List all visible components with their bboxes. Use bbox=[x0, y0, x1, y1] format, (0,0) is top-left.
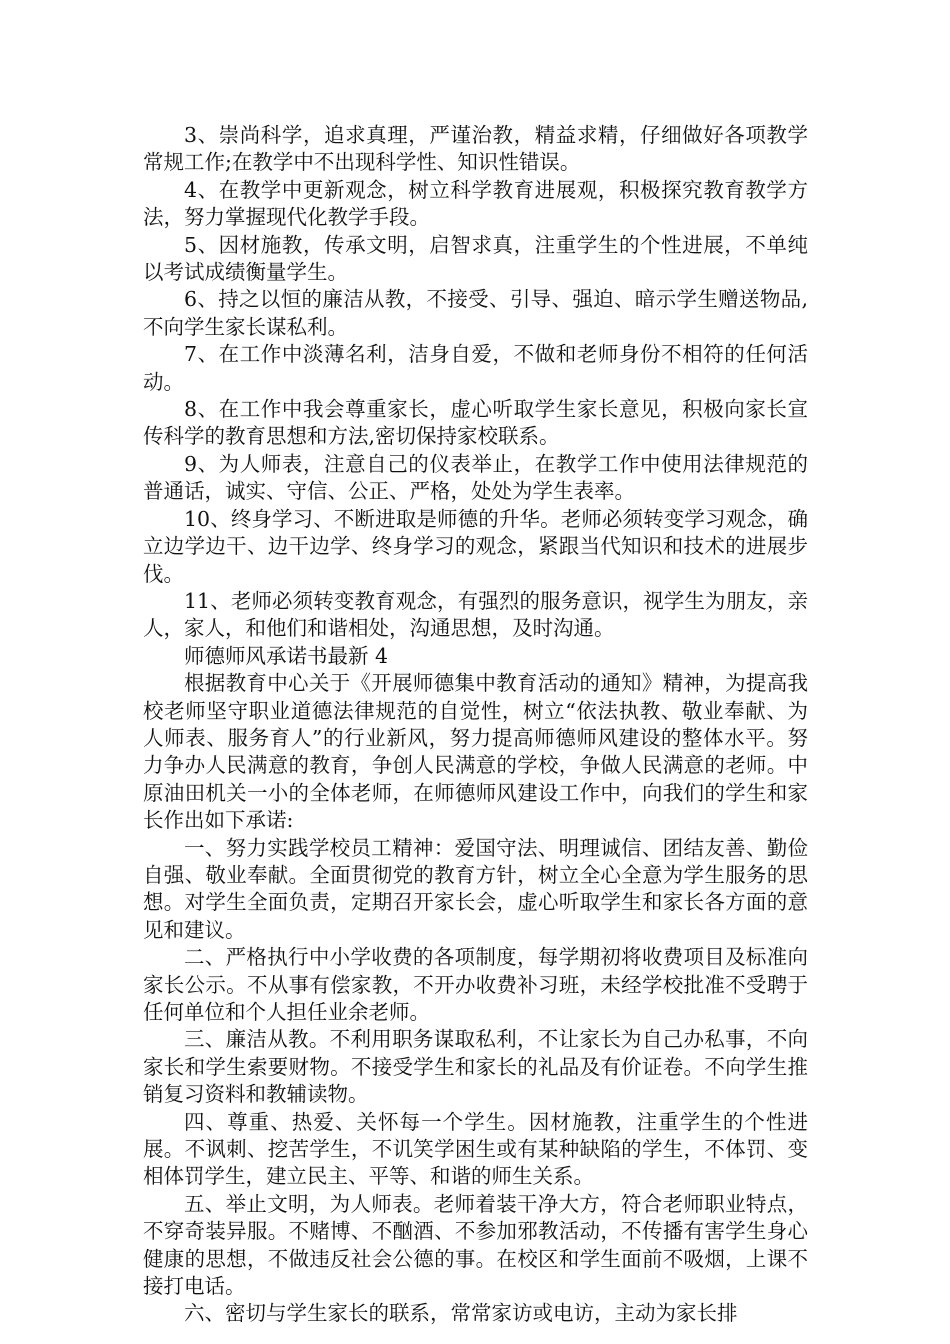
paragraph-item-9: 9、为人师表，注意自己的仪表举止，在教学工作中使用法律规范的普通话，诚实、守信、公正、严格，处处为学生表率。 bbox=[143, 451, 808, 504]
paragraph-item-4: 4、在教学中更新观念，树立科学教育进展观，积极探究教育教学方法，努力掌握现代化教学手段。 bbox=[143, 177, 808, 230]
document-body bbox=[143, 122, 808, 1328]
commitment-item-3: 三、廉洁从教。不利用职务谋取私利，不让家长为自己办私事，不向家长和学生索要财物。不接受学生和家长的礼品及有价证卷。不向学生推销复习资料和教辅读物。 bbox=[143, 1027, 808, 1107]
commitment-item-6: 六、密切与学生家长的联系，常常家访或电访，主动为家长排 bbox=[184, 1301, 738, 1326]
paragraph-item-11: 11、老师必须转变教育观念，有强烈的服务意识，视学生为朋友，亲人，家人，和他们和谐相处，沟通思想，及时沟通。 bbox=[143, 588, 808, 641]
paragraph-item-10: 10、终身学习、不断进取是师德的升华。老师必须转变学习观念，确立边学边干、边干边学、终身学习的观念，紧跟当代知识和技术的进展步伐。 bbox=[143, 506, 808, 586]
paragraph-item-8: 8、在工作中我会尊重家长，虚心听取学生家长意见，积极向家长宣传科学的教育思想和方法,密切保持家校联系。 bbox=[143, 397, 808, 449]
commitment-item-5: 五、举止文明，为人师表。老师着装干净大方，符合老师职业特点，不穿奇装异服。不赌博、不酗酒、不参加邪教活动，不传播有害学生身心健康的思想，不做违反社会公德的事。在校区和学生面前不吸烟，上课不接打电话。 bbox=[143, 1191, 808, 1299]
paragraph-item-5: 5、因材施教，传承文明，启智求真，注重学生的个性进展，不单纯以考试成绩衡量学生。 bbox=[143, 232, 808, 285]
paragraph-item-6: 6、持之以恒的廉洁从教，不接受、引导、强迫、暗示学生赠送物品,不向学生家长谋私利。 bbox=[143, 287, 808, 339]
paragraph-item-7: 7、在工作中淡薄名利，洁身自爱，不做和老师身份不相符的任何活动。 bbox=[143, 342, 808, 394]
commitment-item-2: 二、严格执行中小学收费的各项制度，每学期初将收费项目及标准向家长公示。不从事有偿家教，不开办收费补习班，未经学校批准不受聘于任何单位和个人担任业余老师。 bbox=[143, 945, 808, 1024]
paragraph-item-3: 3、崇尚科学，追求真理，严谨治教，精益求精，仔细做好各项教学常规工作;在教学中不出现科学性、知识性错误。 bbox=[143, 123, 808, 175]
section-heading: 师德师风承诺书最新 4 bbox=[184, 643, 389, 668]
commitment-item-1: 一、努力实践学校员工精神：爱国守法、明理诚信、团结友善、勤俭自强、敬业奉献。全面贯彻党的教育方针，树立全心全意为学生服务的思想。对学生全面负责，定期召开家长会，虚心听取学生和家长各方面的意见和建议。 bbox=[143, 835, 808, 942]
commitment-item-4: 四、尊重、热爱、关怀每一个学生。因材施教，注重学生的个性进展。不讽刺、挖苦学生，不讥笑学困生或有某种缺陷的学生，不体罚、变相体罚学生，建立民主、平等、和谐的师生关系。 bbox=[143, 1109, 808, 1189]
intro-paragraph: 根据教育中心关于《开展师德集中教育活动的通知》精神，为提高我校老师坚守职业道德法律规范的自觉性，树立“依法执教、敬业奉献、为人师表、服务育人”的行业新风，努力提高师德师风建设的整体水平。努力争办人民满意的教育，争创人民满意的学校，争做人民满意的老师。中原油田机关一小的全体老师，在师德师风建设工作中，向我们的学生和家长作出如下承诺: bbox=[143, 671, 808, 833]
